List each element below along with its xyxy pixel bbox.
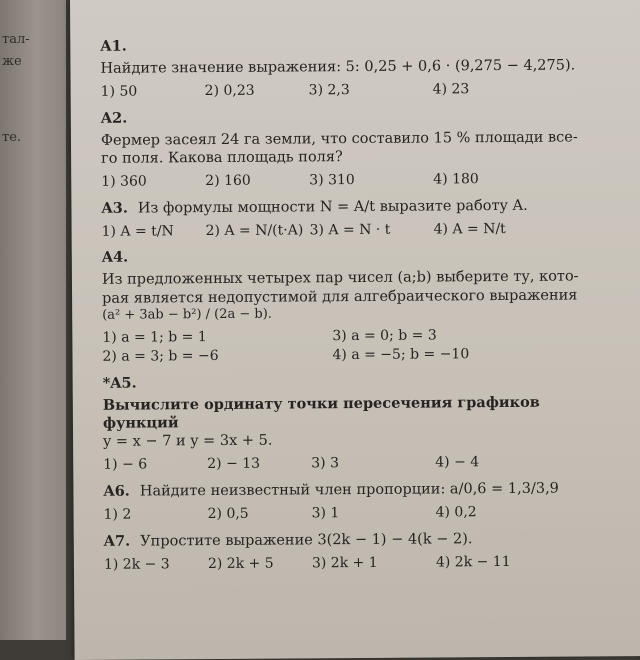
question-text: Вычислите ординату точки пересечения графиков функций (102, 393, 540, 432)
question-a4 (102, 246, 603, 367)
question-number: A7. (103, 532, 131, 550)
question-text-continued: y = x − 7 и y = 3x + 5. (103, 432, 273, 451)
answer-options (103, 454, 603, 475)
answer-option: 1) 360 (101, 173, 147, 190)
answer-options (101, 170, 601, 191)
left-margin-fragment: те. (2, 130, 22, 145)
answer-option: 2) 0,23 (204, 82, 255, 100)
answer-option: 2) 160 (205, 172, 251, 190)
answer-option: 3) 3 (311, 455, 340, 472)
answer-option: 2) 2k + 5 (207, 555, 274, 572)
textbook-page (70, 0, 640, 660)
answer-option: 2) a = 3; b = −6 (102, 348, 219, 366)
left-margin-fragment: же (2, 54, 22, 69)
question-number: A4. (101, 248, 129, 267)
answer-option: 4) 2k − 11 (435, 553, 511, 571)
question-number: A2. (100, 109, 128, 127)
answer-options (102, 326, 602, 366)
answer-option: 4) 180 (433, 171, 479, 188)
question-text: Найдите значение выражения: 5: 0,25 + 0,6 · (9,275 − 4,275). (100, 57, 576, 77)
left-page-edge (0, 0, 66, 640)
question-text: Найдите неизвестный член пропорции: a/0,6 = 1,3/3,9 (139, 480, 559, 500)
answer-option: 1) 2 (103, 506, 132, 523)
answer-option: 3) 1 (311, 505, 340, 522)
answer-option: 4) A = N/t (433, 220, 506, 238)
algebraic-expression: (a² + 3ab − b²) / (2a − b). (102, 306, 272, 323)
answer-option: 3) 2k + 1 (311, 554, 378, 571)
question-number: A1. (100, 37, 127, 55)
answer-option: 2) 0,5 (207, 505, 249, 523)
question-number: A3. (101, 199, 128, 217)
question-a5 (103, 371, 604, 474)
question-number: A6. (103, 482, 130, 500)
question-text-continued: го поля. Какова площадь поля? (101, 149, 343, 167)
answer-option: 4) a = −5; b = −10 (332, 346, 470, 364)
answer-option: 2) − 13 (207, 456, 261, 473)
answer-options (104, 503, 604, 524)
answer-option: 3) a = 0; b = 3 (332, 327, 437, 345)
answer-option: 4) − 4 (435, 454, 480, 471)
answer-option: 3) 2,3 (308, 82, 350, 99)
answer-option: 1) a = 1; b = 1 (102, 328, 207, 346)
question-a6 (103, 479, 603, 524)
answer-options (102, 220, 602, 241)
answer-option: 4) 23 (432, 81, 470, 98)
question-text: Из формулы мощности N = A/t выразите работу A. (137, 197, 528, 217)
answer-option: 1) A = t/N (101, 223, 174, 240)
answer-options (104, 553, 604, 574)
answer-option: 1) 50 (100, 83, 138, 101)
question-text: Фермер засеял 24 га земли, что составило 15 % площади все- (100, 129, 578, 149)
answer-option: 1) 2k − 3 (103, 555, 170, 573)
question-number: *A5. (102, 374, 137, 392)
question-list (100, 34, 604, 582)
answer-options (101, 81, 601, 102)
question-a2 (101, 106, 602, 191)
left-margin-fragment: тал- (2, 32, 30, 47)
answer-option: 2) A = N/(t·A) (205, 222, 304, 239)
question-a7 (104, 529, 604, 574)
answer-option: 1) − 6 (103, 456, 148, 474)
question-a1 (100, 34, 600, 101)
answer-option: 4) 0,2 (435, 504, 477, 521)
answer-option: 3) 310 (309, 172, 355, 189)
question-text-continued: рая является недопустимой для алгебраического выражения (102, 286, 578, 307)
answer-option: 3) A = N · t (309, 221, 391, 239)
question-text: Упростите выражение 3(2k − 1) − 4(k − 2). (140, 530, 473, 550)
question-a3 (101, 196, 601, 241)
question-text: Из предложенных четырех пар чисел (a;b) выберите ту, кото- (101, 268, 579, 289)
